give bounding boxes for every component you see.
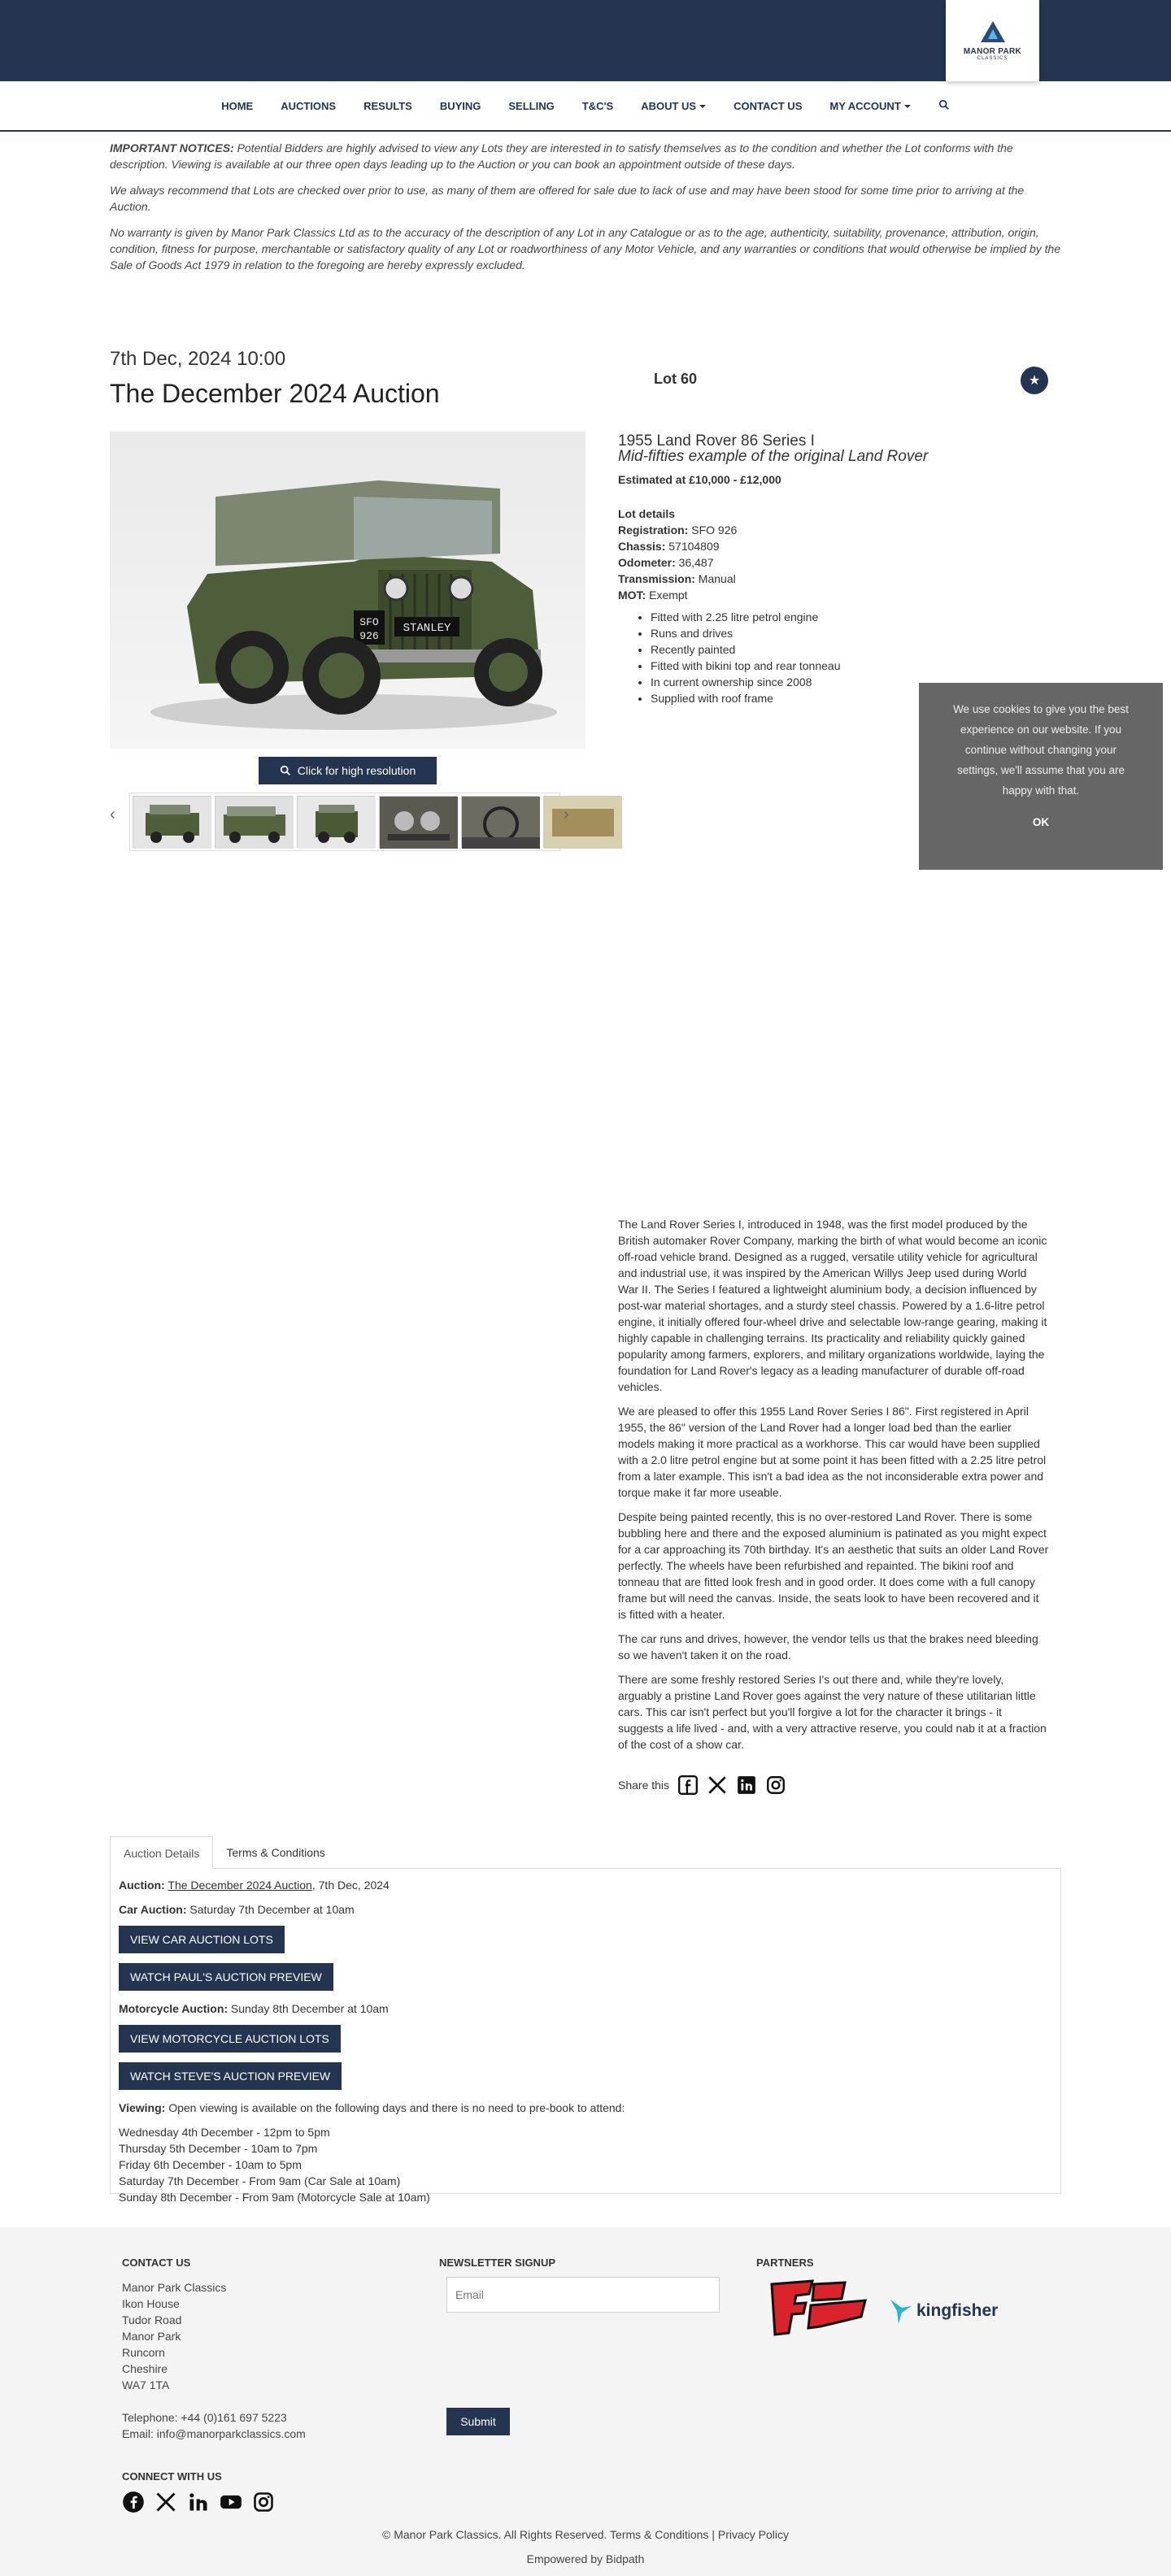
nav-home[interactable]: HOME: [221, 99, 254, 112]
newsletter-submit-button[interactable]: Submit: [446, 2408, 510, 2435]
logo-name: MANOR PARK: [963, 46, 1022, 56]
chevron-right-icon[interactable]: ›: [564, 806, 569, 823]
svg-text:926: 926: [359, 630, 379, 642]
feature-item: • Fitted with bikini top and rear tonneau: [651, 658, 840, 674]
view-car-lots-button[interactable]: VIEW CAR AUCTION LOTS: [119, 1926, 285, 1953]
auction-link[interactable]: The December 2024 Auction: [168, 1879, 312, 1892]
thumbnail-strip: [129, 793, 560, 851]
thumbnail[interactable]: [379, 796, 457, 848]
address-line: Cheshire: [122, 2362, 168, 2375]
instagram-icon[interactable]: [252, 2491, 275, 2513]
car-auction-row: [119, 1901, 1052, 1918]
view-moto-lots-button[interactable]: VIEW MOTORCYCLE AUCTION LOTS: [119, 2025, 341, 2053]
feature-item: • Runs and drives: [651, 625, 840, 641]
car-auction-label: Car Auction:: [119, 1903, 187, 1916]
nav-selling[interactable]: SELLING: [508, 99, 555, 112]
copyright-text: © Manor Park Classics. All Rights Reserved.: [382, 2528, 607, 2541]
viewing-label: Viewing:: [119, 2101, 166, 2114]
share-bar: [618, 1775, 786, 1796]
facebook-icon[interactable]: [122, 2491, 145, 2513]
detail-value: 57104809: [665, 540, 720, 553]
watch-steve-preview-button[interactable]: WATCH STEVE'S AUCTION PREVIEW: [119, 2062, 342, 2090]
lot-estimate: Estimated at £10,000 - £12,000: [618, 473, 781, 486]
footer-contact-heading: CONTACT US: [122, 2257, 191, 2269]
main-lot-image[interactable]: [110, 432, 586, 749]
connect-heading: CONNECT WITH US: [122, 2470, 222, 2483]
nav-about-us-label: ABOUT US: [641, 99, 697, 112]
notice-2: We always recommend that Lots are checked over prior to use, as many of them are offered for sale due to lack of use and may have been stood for some time prior to arriving at the Auction.: [110, 184, 1025, 213]
logo-sub: CLASSICS: [977, 55, 1008, 61]
thumbnail[interactable]: [133, 796, 211, 848]
description-paragraph: We are pleased to offer this 1955 Land Rover Series I 86". First registered in April 1955, the 86" version of the Land Rover had a longer load bed than the earlier models making it more practical as a workhorse. This car would have been supplied with a 2.0 litre petrol engine but at some point it has been fitted with a 2.25 litre petrol from a later example. This isn't a bad idea as the not inconsiderable extra power and torque make it far more useable.: [618, 1405, 1047, 1499]
footer-social: [122, 2491, 275, 2513]
search-icon: [938, 99, 950, 111]
notice-3: No warranty is given by Manor Park Classics Ltd as to the accuracy of the description of any Lot in any Catalogue or as to the age, authenticity, suitability, provenance, attribution, origin, condition, fitness for purpose, merchantable or satisfactory quality of any Lot or roadworthiness of any Motor Vehicle, and any warranties or conditions that would otherwise be implied by the Sale of Goods Act 1979 in relation to the foregoing are hereby expressly excluded.: [110, 226, 1061, 272]
footer-telephone[interactable]: Telephone: +44 (0)161 697 5223: [122, 2411, 287, 2424]
address-line: Runcorn: [122, 2346, 165, 2359]
cookie-text: We use cookies to give you the best experience on our website. If you continue without changing your settings, we'll assume that you are happy with that.: [953, 703, 1129, 797]
address-line: WA7 1TA: [122, 2378, 170, 2391]
detail-chassis: [618, 538, 737, 554]
auction-date: 7th Dec, 2024 10:00: [110, 348, 286, 370]
footer-contact: [122, 2255, 306, 2442]
address-line: Ikon House: [122, 2297, 180, 2310]
cookie-banner: [919, 683, 1163, 870]
thumbnail[interactable]: [215, 796, 293, 848]
moto-auction-label: Motorcycle Auction:: [119, 2002, 229, 2015]
detail-registration: [618, 522, 737, 538]
x-icon[interactable]: [707, 1775, 728, 1796]
logo-mark-icon: [981, 21, 1005, 42]
nav-my-account-label: MY ACCOUNT: [829, 99, 901, 112]
feature-item: • Fitted with 2.25 litre petrol engine: [651, 609, 840, 625]
detail-value: 36,487: [675, 556, 714, 569]
privacy-link[interactable]: Privacy Policy: [717, 2528, 789, 2541]
main-nav: [0, 81, 1171, 132]
search-icon: [280, 765, 291, 776]
copyright-line: © Manor Park Classics. All Rights Reserved. Terms & Conditions | Privacy Policy: [382, 2528, 789, 2541]
address-line: Manor Park: [122, 2330, 181, 2343]
newsletter-email-input[interactable]: [446, 2277, 720, 2313]
footer-email[interactable]: Email: info@manorparkclassics.com: [122, 2427, 306, 2440]
lot-details: [618, 506, 737, 603]
star-icon: ★: [1028, 374, 1041, 388]
feature-item: • Recently painted: [651, 641, 840, 658]
lot-title: 1955 Land Rover 86 Series I: [618, 432, 815, 450]
car-auction-date: Saturday 7th December at 10am: [186, 1903, 355, 1916]
viewing-day: Wednesday 4th December - 12pm to 5pm: [119, 2126, 330, 2139]
share-label: Share this: [618, 1779, 670, 1792]
fast-funded-logo[interactable]: [764, 2276, 873, 2341]
address-line: Manor Park Classics: [122, 2281, 227, 2294]
terms-link[interactable]: Terms & Conditions: [610, 2528, 709, 2541]
detail-value: SFO 926: [688, 523, 738, 536]
viewing-day: Saturday 7th December - From 9am (Car Sale at 10am): [119, 2174, 401, 2187]
auction-label: Auction:: [119, 1879, 165, 1892]
favourite-button[interactable]: [1021, 367, 1048, 394]
nav-contact-us[interactable]: CONTACT US: [734, 99, 803, 112]
important-notices: [110, 140, 1061, 283]
address-line: Tudor Road: [122, 2313, 182, 2326]
description-paragraph: Despite being painted recently, this is no over-restored Land Rover. There is some bubbling here and there and the exposed aluminium is patinated as you might expect for a car approaching its 70th birthday. It's an aesthetic that suits an older Land Rover perfectly. The wheels have been refurbished and repainted. The bikini roof and tonneau that are fitted look fresh and in good order. It does come with a full canopy frame but will need the canvas. Inside, the seats look to have been recovered and it is fitted with a heater.: [618, 1510, 1049, 1621]
high-resolution-button[interactable]: [259, 757, 437, 784]
auction-tabs: [110, 1836, 1061, 1869]
chevron-left-icon[interactable]: ‹: [110, 806, 115, 823]
detail-label: Chassis:: [618, 540, 666, 553]
notice-1-text: Potential Bidders are highly advised to view any Lots they are interested in to satisfy themselves as to the condition and whether the Lot conforms with the description. Viewing is available at our three open days leading up to the Auction or you can book an appointment outside of these days.: [110, 141, 1013, 171]
notice-1: [110, 140, 1061, 172]
instagram-icon[interactable]: [765, 1775, 786, 1796]
nav-buying[interactable]: BUYING: [439, 99, 481, 112]
youtube-icon[interactable]: [220, 2491, 242, 2513]
newsletter-heading: NEWSLETTER SIGNUP: [439, 2257, 556, 2269]
moto-auction-row: [119, 2000, 1052, 2017]
x-icon[interactable]: [155, 2491, 177, 2513]
lot-description: [618, 1216, 1049, 1761]
detail-value: Manual: [694, 572, 736, 585]
kingfisher-logo[interactable]: [889, 2296, 998, 2326]
partners-heading: PARTNERS: [756, 2257, 814, 2269]
land-rover-illustration: [110, 432, 586, 749]
auction-details-panel: [110, 1869, 1061, 2204]
viewing-day: Sunday 8th December - From 9am (Motorcycle Sale at 10am): [119, 2191, 430, 2204]
feature-item: • Supplied with roof frame: [651, 690, 840, 706]
notice-1-bold: IMPORTANT NOTICES:: [110, 141, 234, 154]
auction-title: The December 2024 Auction: [110, 379, 440, 408]
footer-newsletter: [439, 2255, 555, 2279]
detail-value: Exempt: [646, 589, 688, 602]
nav-my-account[interactable]: [816, 100, 924, 112]
lot-features: [651, 609, 840, 706]
powered-by[interactable]: Empowered by Bidpath: [526, 2552, 645, 2565]
kingfisher-name: kingfisher: [916, 2301, 999, 2320]
thumbnail[interactable]: [297, 796, 375, 848]
description-paragraph: There are some freshly restored Series I's out there and, while they're lovely, arguably a pristine Land Rover goes against the very nature of these utilitarian little cars. This car isn't perfect but you'll forgive a lot for the character it brings - it suggests a life lived - and, with a very attractive reserve, you could nab it at a fraction of the cost of a show car.: [618, 1673, 1047, 1751]
lot-subtitle: Mid-fifties example of the original Land Rover: [618, 448, 929, 465]
detail-label: MOT:: [618, 589, 646, 602]
description-paragraph: The car runs and drives, however, the vendor tells us that the brakes need bleeding so we haven't taken it on the road.: [618, 1632, 1038, 1662]
detail-odometer: [618, 554, 737, 571]
thumbnail[interactable]: [543, 796, 621, 848]
viewing-text: Open viewing is available on the following days and there is no need to pre-book to attend:: [165, 2101, 625, 2114]
site-logo[interactable]: [946, 0, 1039, 81]
thumbnail[interactable]: [461, 796, 539, 848]
watch-paul-preview-button[interactable]: WATCH PAUL'S AUCTION PREVIEW: [119, 1963, 333, 1991]
lot-details-header: Lot details: [618, 507, 676, 520]
viewing-row: [119, 2100, 1052, 2116]
detail-label: Odometer:: [618, 556, 676, 569]
viewing-day: Thursday 5th December - 10am to 7pm: [119, 2142, 318, 2155]
feature-item: • In current ownership since 2008: [651, 674, 840, 690]
viewing-day: Friday 6th December - 10am to 5pm: [119, 2158, 302, 2171]
svg-text:STANLEY: STANLEY: [403, 622, 451, 635]
detail-label: Registration:: [618, 523, 689, 536]
detail-label: Transmission:: [618, 572, 695, 585]
kingfisher-bird-icon: [889, 2296, 913, 2326]
tab-terms[interactable]: Terms & Conditions: [226, 1846, 325, 1859]
thumbnail-carousel: [110, 793, 586, 837]
moto-auction-date: Sunday 8th December at 10am: [228, 2002, 389, 2015]
nav-about-us[interactable]: [627, 100, 720, 112]
high-resolution-label: Click for high resolution: [297, 764, 416, 777]
tab-auction-details[interactable]: Auction Details: [110, 1836, 213, 1869]
detail-transmission: [618, 571, 737, 587]
nav-search[interactable]: [925, 99, 964, 113]
linkedin-icon[interactable]: [736, 1775, 757, 1796]
nav-tcs[interactable]: T&C'S: [581, 99, 614, 112]
description-paragraph: The Land Rover Series I, introduced in 1948, was the first model produced by the British automaker Rover Company, marking the birth of what would become an iconic off-road vehicle brand. Designed as a rugged, versatile utility vehicle for agricultural and industrial use, it was inspired by the American Willys Jeep used during World War II. The Series I featured a lightweight aluminium body, a decision influenced by post-war material shortages, and a sturdy steel chassis. Powered by a 1.6-litre petrol engine, it initially offered four-wheel drive and selectable low-range gearing, making it highly capable in challenging terrains. Its practicality and reliability quickly gained popularity among farmers, explorers, and military organizations worldwide, laying the foundation for Land Rover's legacy as a leading manufacturer of durable off-road vehicles.: [618, 1218, 1047, 1393]
svg-text:SFO: SFO: [359, 616, 379, 628]
nav-results[interactable]: RESULTS: [363, 99, 412, 112]
facebook-icon[interactable]: [677, 1775, 699, 1796]
caret-down-icon: [699, 105, 706, 108]
cookie-ok-button[interactable]: OK: [1032, 816, 1050, 828]
auction-date-inline: , 7th Dec, 2024: [311, 1879, 390, 1892]
auction-row: [119, 1877, 1052, 1893]
lot-number: Lot 60: [654, 371, 698, 387]
linkedin-icon[interactable]: [187, 2491, 210, 2513]
nav-auctions[interactable]: AUCTIONS: [281, 99, 337, 112]
caret-down-icon: [904, 105, 911, 108]
detail-mot: [618, 587, 737, 603]
